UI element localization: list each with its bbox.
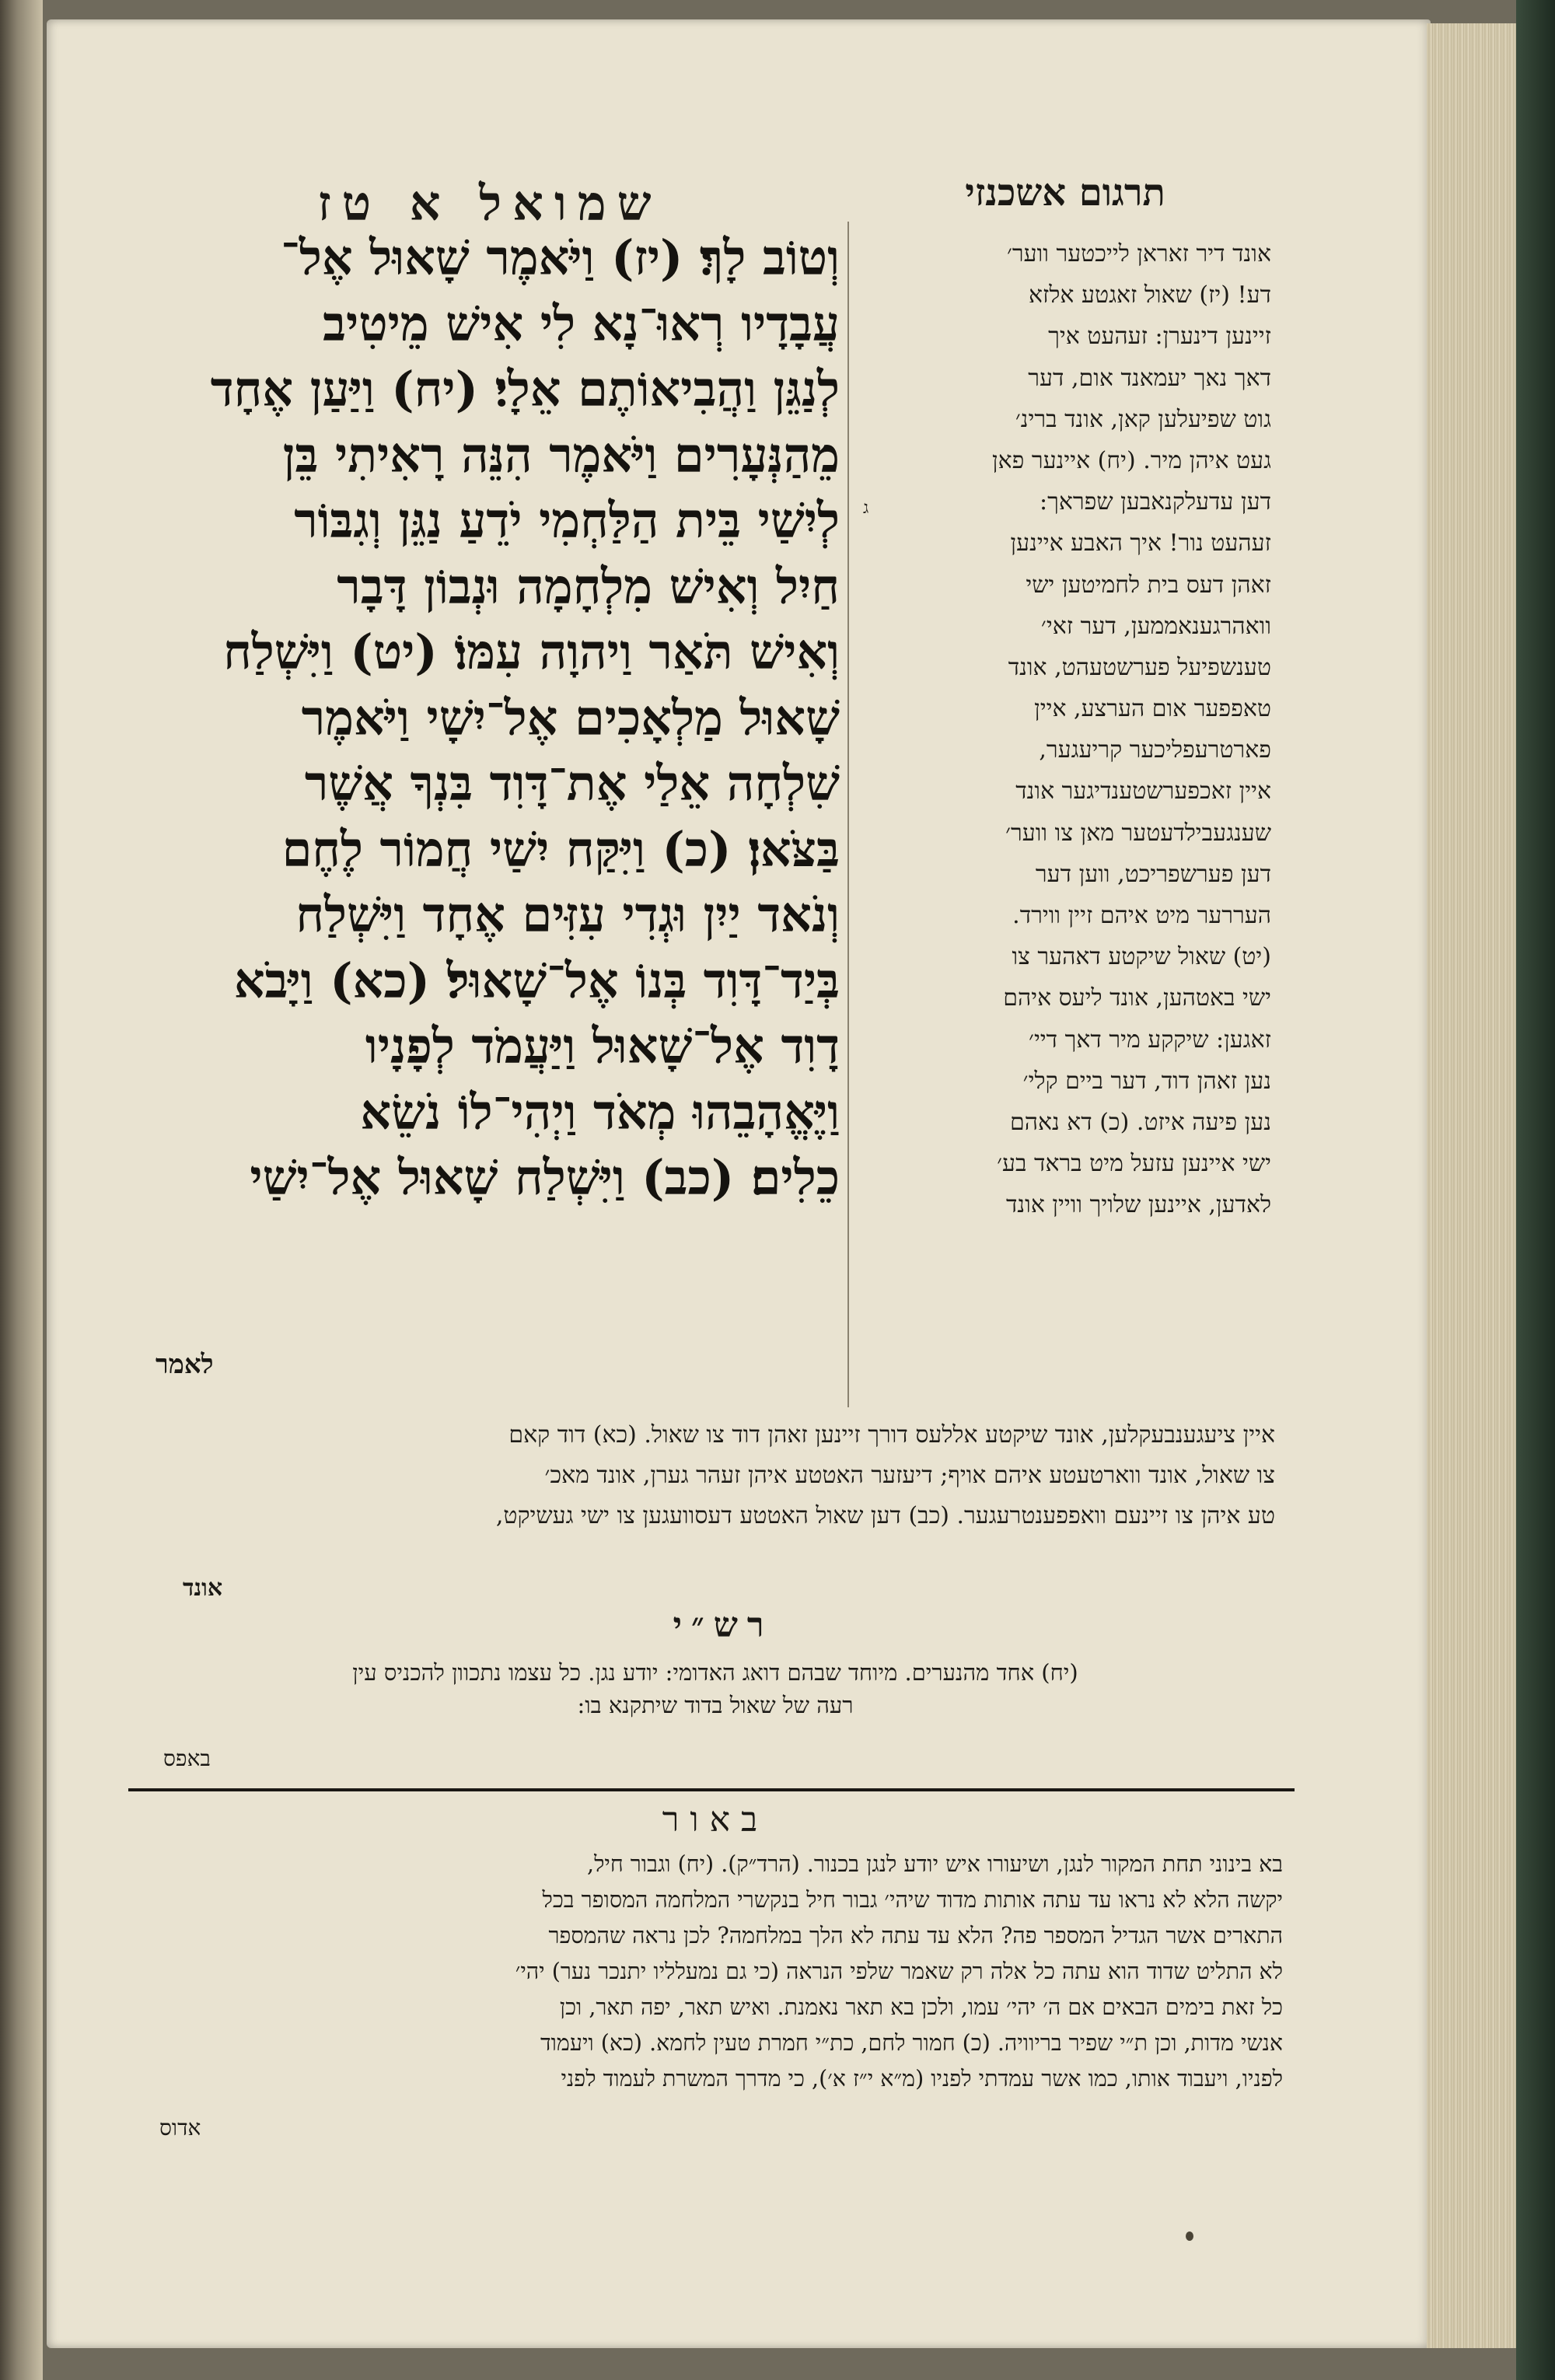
- targum-line: זאגען: שיקקע מיר דאך דיי׳: [1029, 1026, 1271, 1054]
- main-text-line: שָׁאוּל מַלְאָכִים אֶל־יִשָׁי וַיֹּאמֶר: [301, 689, 840, 746]
- main-text-line: מֵהַנְּעָרִים וַיֹּאמֶר הִנֵּה רָאִיתִי בֵּן: [282, 426, 840, 484]
- targum-line: ישי באטהען, אונד ליעס איהם: [1003, 984, 1271, 1012]
- book-cover-edge: [1516, 0, 1555, 2380]
- margin-mark: ג: [863, 498, 869, 518]
- main-text-line: דָוִד אֶל־שָׁאוּל וַיַּעֲמֹד לְפָנָיו: [365, 1018, 840, 1075]
- targum-line: איין זאכפערשטענדיגער אונד: [1015, 778, 1271, 806]
- biur-line: בא בינוני תחת המקור לנגן, ושיעורו איש יודע לנגן בכנור. (הרד״ק). (יח) וגבור חיל,: [587, 1851, 1283, 1877]
- biur-commentary: [117, 1847, 1283, 2097]
- page-stack-edge: [1427, 23, 1516, 2348]
- rashi-heading: רש״י: [673, 1606, 774, 1645]
- biur-catchword: אדוס: [159, 2115, 201, 2141]
- main-text-line: וְאִישׁ תֹּאַר וַיהוָה עִמּוֹ׃ (יט) וַיִּשְׁלַח: [223, 624, 840, 680]
- targum-line: זאהן דעס בית לחמיטען ישי: [1026, 571, 1271, 599]
- running-title: שמואל א טז: [317, 175, 662, 232]
- main-text-line: כֵלִים׃ (כב) וַיִּשְׁלַח שָׁאוּל אֶל־יִשַׁי: [250, 1149, 840, 1206]
- biur-line: לפניו, ויעבוד אותו, כמו אשר עמדתי לפניו (מ״א י״ז א׳), כי מדרך המשרת לעמוד לפני: [561, 2066, 1283, 2092]
- targum-line: נען זאהן דוד, דער ביים קלי׳: [1022, 1067, 1271, 1095]
- main-catchword: לאמר: [156, 1349, 214, 1380]
- targum-line: נען פיעה איזט. (כ) דא נאהם: [1009, 1108, 1271, 1136]
- main-text-line: עֲבָדָיו רְאוּ־נָא לִי אִישׁ מֵיטִיב: [323, 295, 840, 352]
- biur-line: אנשי מדות, וכן ת״י שפיר בריוויה. (כ) חמור לחם, כת״י חמרת טעין לחמא. (כא) ויעמוד: [540, 2030, 1283, 2056]
- biur-line: התארים אשר הגדיל המספר פה? הלא עד עתה לא הלך במלחמה? לכן נראה שהמספר: [548, 1923, 1283, 1948]
- main-text-line: בְּיַד־דָּוִד בְּנוֹ אֶל־שָׁאוּל׃ (כא) וַיָּבֹא: [233, 952, 840, 1009]
- targum-full-width: [101, 1415, 1275, 1536]
- targum-line: דען עדעלקנאבען שפראך:: [1040, 488, 1271, 516]
- biur-line: כל זאת בימים הבאים אם ה׳ יהי׳ עמו, ולכן בא תאר נאמנת. ואיש תאר, יפה תאר, וכן: [559, 1994, 1283, 2020]
- targum-line: פארטרעפליכער קריעגער,: [1039, 736, 1271, 764]
- targum-line: טאפפער אום הערצע, איין: [1034, 695, 1271, 723]
- biur-line: לא התליט שדוד הוא עתה כל אלה רק שאמר שלפי הנראה (כי גם נמעלליו יתנכר נער) יהי׳: [515, 1959, 1283, 1984]
- main-text-line: בַּצֹּאן׃ (כ) וַיִּקַּח יִשַׁי חֲמוֹר לֶחֶם: [281, 820, 840, 878]
- rashi-commentary: [140, 1656, 1291, 1721]
- main-text-line: וְטוֹב לָךְ׃ (יז) וַיֹּאמֶר שָׁאוּל אֶל־: [281, 229, 840, 286]
- targum-full-line: צו שאול, אונד ווארטעטע איהם אויף; דיעזער האטטע איהן זעהר גערן, אונד מאכ׳: [544, 1462, 1275, 1489]
- targum-line: געט איהן מיר. (יח) איינער פאן: [992, 446, 1271, 474]
- rashi-line: (יח) אחד מהנערים. מיוחד שבהם דואג האדומי: יודע נגן. כל עצמו נתכוון להכניס עין: [352, 1659, 1078, 1686]
- paper-speck: [1186, 2231, 1193, 2241]
- targum-full-line: טע איהן צו זיינעם וואפפענטרעגער. (כב) דען שאול האטטע דעסוועגען צו ישי געשיקט,: [495, 1502, 1275, 1529]
- targum-line: (יט) שאול שיקטע דאהער צו: [1012, 943, 1271, 971]
- main-hebrew-text: [70, 225, 840, 1211]
- targum-line: זיינען דינערן: זעהעט איך: [1048, 323, 1271, 351]
- targum-line: ישי איינען עזעל מיט בראד בע׳: [997, 1150, 1271, 1178]
- targum-line: דען פערשפריכט, ווען דער: [1035, 860, 1271, 888]
- main-text-line: וְנֹאד יַיִן וּגְדִי עִזִּים אֶחָד וַיִּשְׁלַח: [295, 886, 840, 943]
- main-text-line: וַיֶּאֱהָבֵהוּ מְאֹד וַיְהִי־לוֹ נֹשֵׂא: [360, 1083, 840, 1141]
- targum-line: דאך נאך יעמאנד אום, דער: [1028, 364, 1271, 392]
- targum-line: וואהרגענאממען, דער זאי׳: [1040, 612, 1271, 640]
- targum-line: לאדען, איינען שלויך וויין אונד: [1005, 1191, 1271, 1219]
- targum-header: תרגום אשכנזי: [965, 171, 1165, 215]
- main-text-line: שִׁלְחָה אֵלַי אֶת־דָּוִד בִּנְךָ אֲשֶׁר: [304, 755, 840, 812]
- book-gutter-left: [0, 0, 43, 2380]
- column-divider: [847, 222, 849, 1407]
- targum-line: אונד דיר זאראן לייכטער ווער׳: [1006, 240, 1271, 267]
- rashi-line: רעה של שאול בדוד שיתקנא בו:: [577, 1692, 854, 1718]
- targum-line: זעהעט נור! איך האבע איינען: [1010, 529, 1271, 557]
- targum-line: שענגעבילדעטער מאן צו ווער׳: [1005, 819, 1271, 847]
- targum-line: גוט שפיעלען קאן, אונד ברינ׳: [1015, 405, 1271, 433]
- biur-heading: באור: [662, 1800, 769, 1840]
- main-text-line: לְיִשַׁי בֵּית הַלַּחְמִי יֹדֵעַ נַגֵּן וְגִבּוֹר: [294, 492, 840, 549]
- biur-line: יקשה הלא לא נראו עד עתה אותות מדוד שיהי׳ גבור חיל בנקשרי המלחמה המסופר בכל: [542, 1887, 1283, 1913]
- targum-full-line: איין ציעגענבעקלען, אונד שיקטע אללעס דורך זיינען זאהן דוד צו שאול. (כא) דוד קאם: [508, 1421, 1275, 1449]
- targum-catchword: אונד: [183, 1574, 223, 1602]
- main-text-line: לְנַגֵּן וַהֲבִיאוֹתֶם אֵלָי׃ (יח) וַיַּעַן אֶחָד: [210, 361, 840, 418]
- targum-line: דע! (יז) שאול זאגטע אלזא: [1029, 281, 1271, 309]
- section-rule: [128, 1788, 1295, 1791]
- targum-line: העררער מיט איהם זיין ווירד.: [1012, 902, 1271, 929]
- main-text-line: חַיִל וְאִישׁ מִלְחָמָה וּנְבוֹן דָּבָר: [337, 557, 840, 615]
- rashi-catchword: באפס: [163, 1746, 211, 1771]
- targum-line: טענשפיעל פערשטעהט, אונד: [1008, 653, 1271, 681]
- targum-column: [859, 233, 1271, 1226]
